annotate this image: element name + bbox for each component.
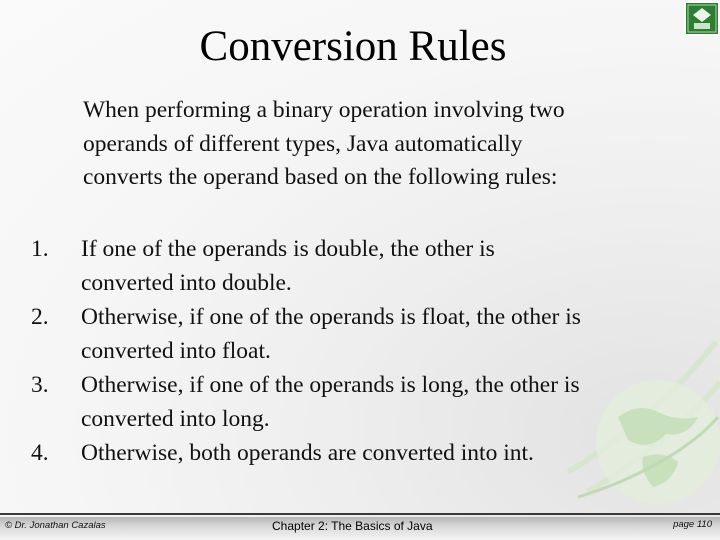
rule-text-line: Otherwise, if one of the operands is long, the other is	[81, 372, 580, 398]
rule-number: 4.	[31, 440, 49, 466]
rule-text-line: If one of the operands is double, the other is	[81, 236, 495, 262]
intro-line: operands of different types, Java automatically	[83, 130, 523, 157]
rule-item	[0, 232, 705, 300]
intro-paragraph	[83, 94, 683, 195]
rule-text-line: converted into double.	[81, 270, 292, 296]
rule-number: 3.	[31, 372, 49, 398]
rules-list	[0, 232, 705, 470]
intro-line: converts the operand based on the following rules:	[83, 164, 558, 190]
slide-footer	[0, 513, 720, 540]
intro-line: When performing a binary operation involving two	[83, 97, 565, 123]
footer-chapter: Chapter 2: The Basics of Java	[272, 519, 433, 533]
rule-item	[0, 436, 705, 470]
rule-text-line: Otherwise, if one of the operands is float, the other is	[81, 304, 581, 330]
rule-number: 2.	[31, 304, 49, 330]
slide-title: Conversion Rules	[199, 23, 507, 70]
rule-item	[0, 368, 705, 436]
rule-text-line: converted into long.	[81, 406, 270, 432]
rule-item	[0, 300, 705, 368]
rule-text-line: converted into float.	[81, 338, 271, 364]
footer-author: © Dr. Jonathan Cazalas	[5, 520, 106, 531]
rule-number: 1.	[31, 236, 49, 262]
footer-divider	[0, 513, 720, 515]
rule-text-line: Otherwise, both operands are converted into int.	[81, 440, 534, 466]
footer-page-number: page 110	[673, 519, 712, 530]
